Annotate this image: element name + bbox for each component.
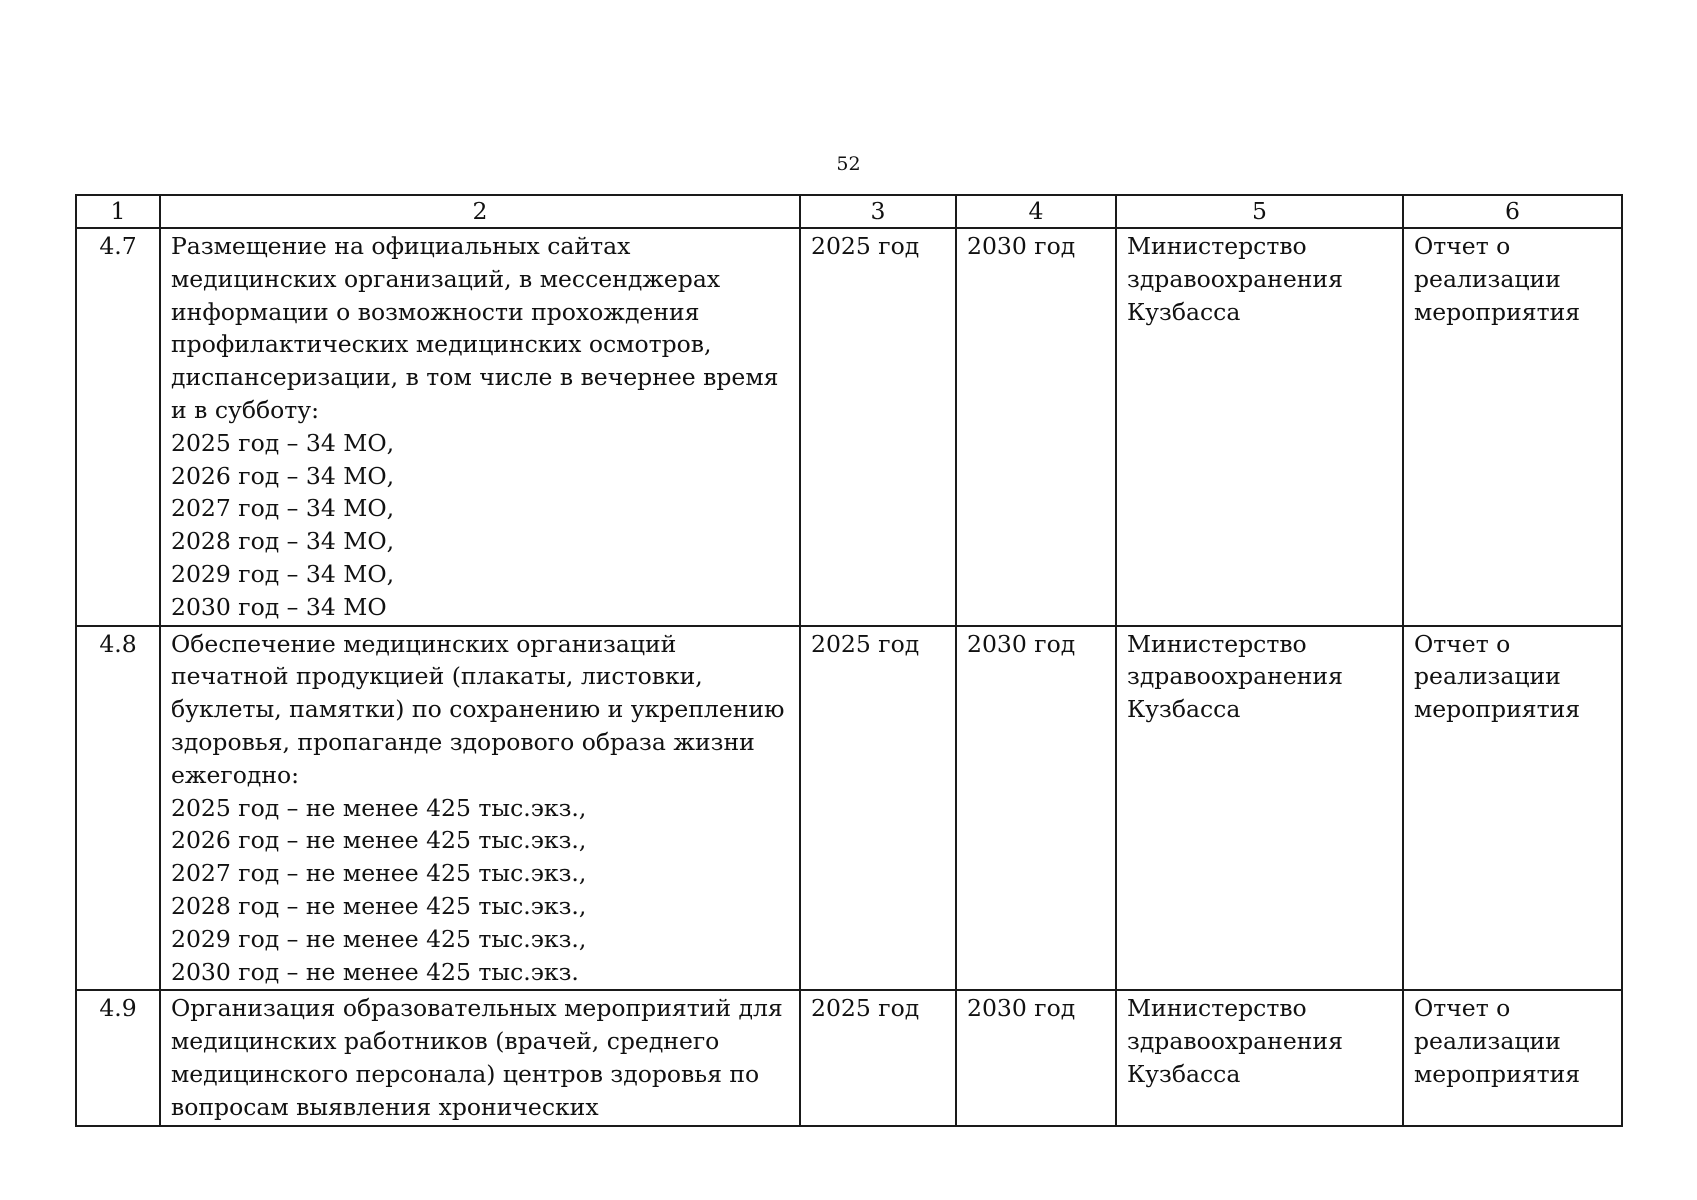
measure-description: Организация образовательных мероприятий для медицинских работников (врачей, среднего медицинского персонала) центров здоровья по вопросам выявления хронических — [160, 990, 800, 1125]
measure-description: Обеспечение медицинских организаций печатной продукцией (плакаты, листовки, буклеты, памятки) по сохранению и укреплению здоровья, пропаганде здорового образа жизни ежегодно: 2025 год – не менее 425 тыс.экз., 2026 год – не менее 425 тыс.экз., 2027 год – не менее 425 тыс.экз., 2028 год – не менее 425 тыс.экз., 2029 год – не менее 425 тыс.экз., 2030 год – не менее 425 тыс.экз. — [160, 626, 800, 991]
measure-number: 4.7 — [76, 228, 160, 626]
table-row — [76, 990, 1622, 1125]
column-number: 3 — [800, 195, 956, 228]
column-number: 2 — [160, 195, 800, 228]
measure-number: 4.9 — [76, 990, 160, 1125]
table-row — [76, 228, 1622, 626]
end-year: 2030 год — [956, 228, 1116, 626]
end-year: 2030 год — [956, 626, 1116, 991]
measures-table — [75, 194, 1623, 1127]
start-year: 2025 год — [800, 990, 956, 1125]
responsible-executor: Министерство здравоохранения Кузбасса — [1116, 990, 1403, 1125]
expected-result: Отчет о реализации мероприятия — [1403, 228, 1622, 626]
measure-number: 4.8 — [76, 626, 160, 991]
column-number-row — [76, 195, 1622, 228]
responsible-executor: Министерство здравоохранения Кузбасса — [1116, 228, 1403, 626]
responsible-executor: Министерство здравоохранения Кузбасса — [1116, 626, 1403, 991]
start-year: 2025 год — [800, 626, 956, 991]
expected-result: Отчет о реализации мероприятия — [1403, 626, 1622, 991]
measure-description: Размещение на официальных сайтах медицинских организаций, в мессенджерах информации о возможности прохождения профилактических медицинских осмотров, диспансеризации, в том числе в вечернее время и в субботу: 2025 год – 34 МО, 2026 год – 34 МО, 2027 год – 34 МО, 2028 год – 34 МО, 2029 год – 34 МО, 2030 год – 34 МО — [160, 228, 800, 626]
column-number: 6 — [1403, 195, 1622, 228]
column-number: 1 — [76, 195, 160, 228]
start-year: 2025 год — [800, 228, 956, 626]
page-number: 52 — [836, 153, 861, 175]
column-number: 5 — [1116, 195, 1403, 228]
column-number: 4 — [956, 195, 1116, 228]
end-year: 2030 год — [956, 990, 1116, 1125]
table-row — [76, 626, 1622, 991]
expected-result: Отчет о реализации мероприятия — [1403, 990, 1622, 1125]
